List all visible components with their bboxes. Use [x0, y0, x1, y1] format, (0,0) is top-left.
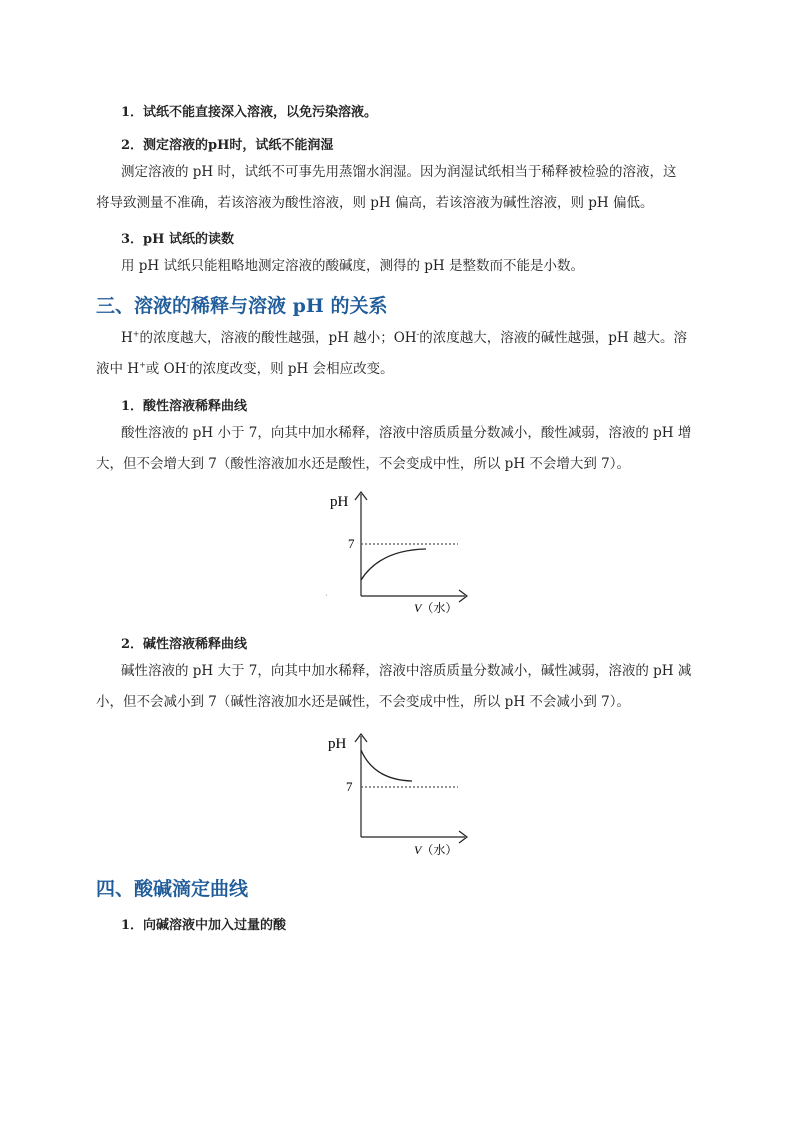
subsection-2-heading: 2．碱性溶液稀释曲线 — [121, 637, 248, 652]
section-title: 四、酸碱滴定曲线 — [96, 878, 249, 900]
text: 的浓度越大，溶液的酸性越强，pH 越小；OH — [139, 330, 417, 346]
item-3-heading: 3．pH 试纸的读数 — [121, 232, 234, 247]
superscript: + — [139, 360, 146, 370]
text: 或 OH — [145, 361, 187, 377]
reference-label: 7 — [348, 536, 355, 551]
x-var: V — [414, 601, 422, 615]
text: 液中 H — [96, 361, 140, 377]
stray-dot: · — [325, 591, 328, 600]
superscript: - — [186, 360, 190, 370]
y-axis-label: pH — [328, 736, 347, 752]
paragraph-line: 酸性溶液的 pH 小于 7，向其中加水稀释，溶液中溶质质量分数减小，酸性减弱，溶液的 pH 增 — [121, 425, 692, 441]
item-2-heading: 2．测定溶液的pH时，试纸不能润湿 — [121, 138, 334, 153]
x-unit: （水） — [421, 843, 458, 857]
text: 的浓度改变，则 pH 会相应改变。 — [189, 361, 394, 377]
paragraph-line: 小，但不会减小到 7（碱性溶液加水还是碱性，不会变成中性，所以 pH 不会减小到 7）。 — [96, 694, 631, 710]
paragraph-line: 碱性溶液的 pH 大于 7，向其中加水稀释，溶液中溶质质量分数减小，碱性减弱，溶液的 pH 减 — [121, 663, 692, 679]
subsection-heading: 1．向碱溶液中加入过量的酸 — [121, 918, 287, 933]
paragraph-line: 用 pH 试纸只能粗略地测定溶液的酸碱度，测得的 pH 是整数而不能是小数。 — [121, 258, 584, 274]
paragraph-line: 测定溶液的 pH 时，试纸不可事先用蒸馏水润湿。因为润湿试纸相当于稀释被检验的溶液，这 — [121, 164, 677, 180]
h-text: H — [121, 330, 133, 346]
x-var: V — [414, 843, 422, 857]
ph-curve — [361, 750, 412, 781]
subsection-1-heading: 1．酸性溶液稀释曲线 — [121, 399, 248, 414]
base-dilution-chart — [322, 730, 472, 858]
superscript: - — [416, 329, 420, 339]
intro-line-1 — [121, 329, 687, 346]
superscript: + — [132, 329, 140, 339]
x-unit: （水） — [421, 601, 458, 615]
y-axis-label: pH — [330, 494, 349, 510]
text: 的浓度越大，溶液的碱性越强，pH 越大。溶 — [419, 330, 687, 346]
section-title: 三、溶液的稀释与溶液 pH 的关系 — [96, 295, 388, 317]
item-1-heading: 1．试纸不能直接深入溶液，以免污染溶液。 — [121, 105, 378, 120]
x-axis-label — [414, 600, 457, 615]
intro-line-2 — [96, 360, 394, 377]
x-axis-label — [414, 842, 457, 857]
reference-label: 7 — [346, 779, 353, 794]
paragraph-line: 将导致测量不准确，若该溶液为酸性溶液，则 pH 偏高，若该溶液为碱性溶液，则 pH 偏低。 — [96, 195, 654, 211]
paragraph-line: 大，但不会增大到 7（酸性溶液加水还是酸性，不会变成中性，所以 pH 不会增大到 7）。 — [96, 456, 631, 472]
ph-curve — [361, 549, 426, 580]
acid-dilution-chart — [322, 488, 472, 616]
